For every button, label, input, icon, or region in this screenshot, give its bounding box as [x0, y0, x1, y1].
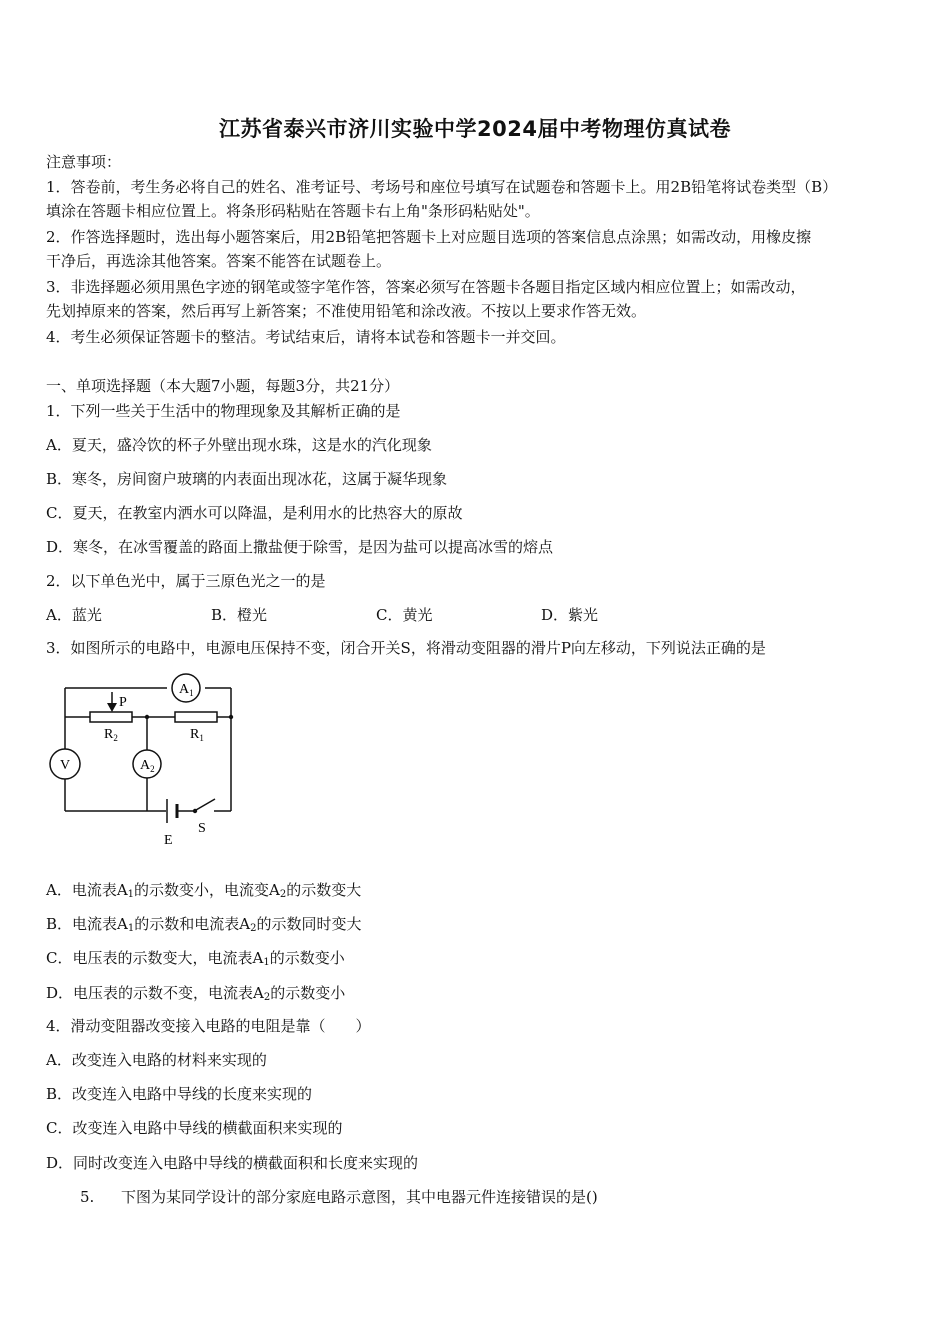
label-p: P: [119, 695, 127, 710]
q2-stem: 2．以下单色光中，属于三原色光之一的是: [46, 572, 326, 590]
q4-option-b: B．改变连入电路中导线的长度来实现的: [46, 1085, 313, 1103]
q1-option-c: C．夏天，在教室内洒水可以降温，是利用水的比热容大的原故: [46, 504, 463, 522]
note-line: 3．非选择题必须用黑色字迹的钢笔或签字笔作答，答案必须写在答题卡各题目指定区域内相应位置上；如需改动，: [46, 278, 806, 296]
q4-stem: 4．滑动变阻器改变接入电路的电阻是靠（ ）: [46, 1017, 371, 1035]
note-line: 先划掉原来的答案，然后再写上新答案；不准使用铅笔和涂改液。不按以上要求作答无效。: [46, 302, 647, 320]
q3-option-c: C．电压表的示数变大，电流表$A_1$的示数变小: [46, 949, 345, 968]
q4-option-d: D．同时改变连入电路中导线的横截面积和长度来实现的: [46, 1154, 419, 1172]
note-line: 干净后，再选涂其他答案。答案不能答在试题卷上。: [46, 252, 392, 270]
note-line: 填涂在答题卡相应位置上。将条形码粘贴在答题卡右上角"条形码粘贴处"。: [46, 202, 540, 220]
q5-stem: 下图为某同学设计的部分家庭电路示意图，其中电器元件连接错误的是(): [121, 1188, 598, 1206]
circuit-diagram: [40, 672, 250, 852]
q2-option-b: B．橙光: [211, 606, 268, 624]
label-v: V: [60, 758, 71, 773]
label-a2: $A_2$: [140, 758, 155, 774]
page-title: 江苏省泰兴市济川实验中学2024届中考物理仿真试卷: [219, 117, 731, 141]
note-line: 2．作答选择题时，选出每小题答案后，用2B铅笔把答题卡上对应题目选项的答案信息点涂黑；如需改动，用橡皮擦: [46, 228, 812, 246]
battery-icon: [167, 799, 177, 823]
q2-options: [46, 604, 746, 624]
q3-stem: 3．如图所示的电路中，电源电压保持不变，闭合开关S，将滑动变阻器的滑片P向左移动，下列说法正确的是: [46, 639, 766, 657]
resistor-r1: [175, 712, 217, 722]
label-r2: $R_2$: [104, 727, 118, 743]
q5-number: 5.: [80, 1188, 95, 1206]
section-heading: 一、单项选择题（本大题7小题，每题3分，共21分）: [46, 377, 400, 395]
q3-option-a: A．电流表$A_1$的示数变小，电流变$A_2$的示数变大: [46, 881, 362, 900]
label-a1: $A_1$: [179, 682, 194, 698]
note-line: 1．答卷前，考生务必将自己的姓名、准考证号、考场号和座位号填写在试题卷和答题卡上。用2B铅笔将试卷类型（B）: [46, 178, 838, 196]
label-s: S: [198, 821, 206, 836]
label-e: E: [164, 833, 173, 848]
q3-option-b: B．电流表$A_1$的示数和电流表$A_2$的示数同时变大: [46, 915, 362, 934]
resistor-r2: [90, 712, 132, 722]
q2-option-a: A．蓝光: [46, 606, 102, 624]
q4-option-a: A．改变连入电路的材料来实现的: [46, 1051, 267, 1069]
q1-option-d: D．寒冬，在冰雪覆盖的路面上撒盐便于除雪，是因为盐可以提高冰雪的熔点: [46, 538, 554, 556]
q2-option-d: D．紫光: [541, 606, 599, 624]
q1-option-a: A．夏天，盛冷饮的杯子外壁出现水珠，这是水的汽化现象: [46, 436, 432, 454]
slider-arrow: [107, 692, 117, 712]
q4-option-c: C．改变连入电路中导线的横截面积来实现的: [46, 1119, 343, 1137]
note-line: 4．考生必须保证答题卡的整洁。考试结束后，请将本试卷和答题卡一并交回。: [46, 328, 566, 346]
q1-stem: 1．下列一些关于生活中的物理现象及其解析正确的是: [46, 402, 401, 420]
notes-heading: 注意事项：: [46, 153, 122, 171]
q1-option-b: B．寒冬，房间窗户玻璃的内表面出现冰花，这属于凝华现象: [46, 470, 448, 488]
q2-option-c: C．黄光: [376, 606, 433, 624]
label-r1: $R_1$: [190, 727, 204, 743]
q3-option-d: D．电压表的示数不变，电流表$A_2$的示数变小: [46, 984, 346, 1003]
